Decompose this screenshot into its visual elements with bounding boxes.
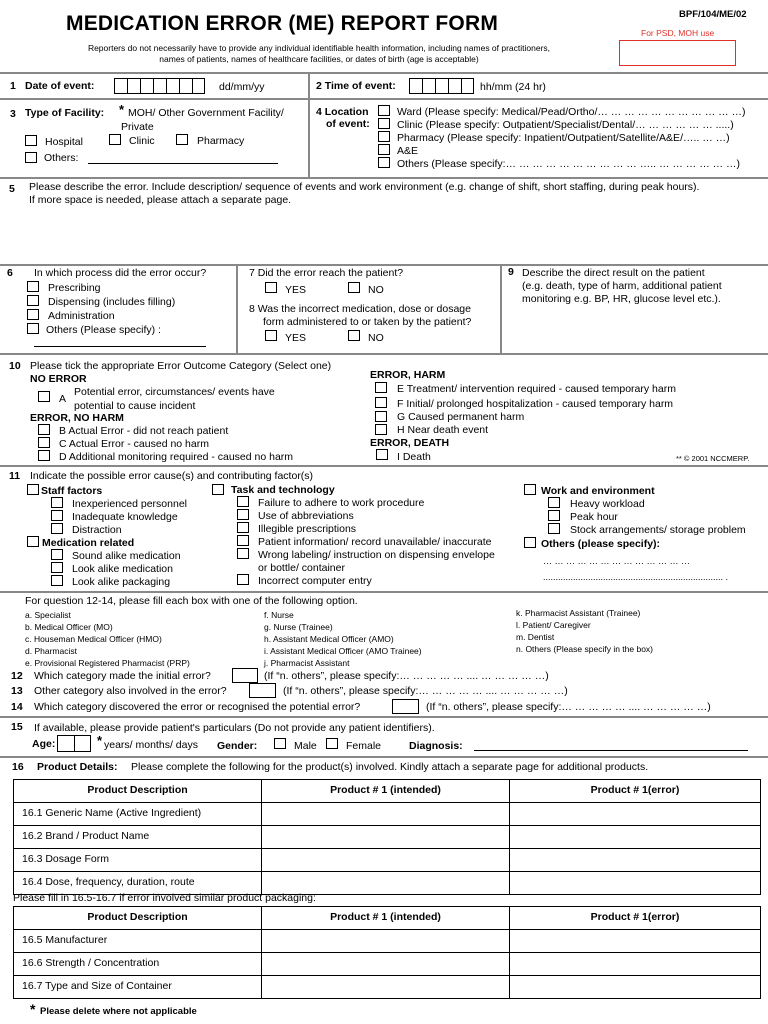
code-b: b. Medical Officer (MO) bbox=[25, 622, 113, 632]
codes-col2 bbox=[264, 609, 422, 669]
time-of-event-input[interactable] bbox=[409, 78, 474, 94]
q15-number: 15 bbox=[11, 721, 23, 733]
intended-cell[interactable] bbox=[262, 953, 510, 976]
outcome-b-label: B Actual Error - did not reach patient bbox=[59, 425, 229, 437]
q9-number: 9 bbox=[508, 266, 514, 278]
distraction-label: Distraction bbox=[72, 524, 122, 536]
stock-arrangements-checkbox[interactable] bbox=[548, 523, 560, 534]
process-administration-checkbox[interactable] bbox=[27, 309, 39, 320]
age-units: years/ months/ days bbox=[104, 739, 198, 751]
q9-line2: (e.g. death, type of harm, additional patient bbox=[522, 280, 722, 292]
location-pharmacy-label: Pharmacy (Please specify: Inpatient/Outpatient/Satellite/A&E/….. … …) bbox=[397, 132, 730, 144]
location-ward-label: Ward (Please specify: Medical/Pead/Ortho/… … … … … … … … … … …) bbox=[397, 106, 746, 118]
abbreviations-checkbox[interactable] bbox=[237, 509, 249, 520]
computer-entry-checkbox[interactable] bbox=[237, 574, 249, 585]
outcome-c-label: C Actual Error - caused no harm bbox=[59, 438, 209, 450]
code-m: m. Dentist bbox=[516, 632, 555, 642]
q12-number: 12 bbox=[11, 670, 23, 682]
q5-line1: Please describe the error. Include description/ sequence of events and work environment (e.g. change of shift, short staffing, during peak hours). bbox=[29, 181, 700, 193]
reach-yes-label: YES bbox=[285, 284, 307, 296]
date-format-hint: dd/mm/yy bbox=[219, 81, 265, 93]
packaging-note: Please fill in 16.5-16.7 if error involved similar product packaging: bbox=[13, 892, 316, 904]
q16-number: 16 bbox=[12, 761, 24, 773]
location-ward-checkbox[interactable] bbox=[378, 105, 390, 116]
cause-others-label: Others (please specify): bbox=[541, 538, 661, 550]
code-a: a. Specialist bbox=[25, 610, 71, 620]
codes-col1 bbox=[25, 609, 190, 669]
disclaimer-1: Reporters do not necessarily have to provide any individual identifiable health information, including names of practitioners, bbox=[87, 43, 551, 53]
inadequate-knowledge-checkbox[interactable] bbox=[51, 510, 63, 521]
psd-note: For PSD, MOH use bbox=[641, 28, 715, 38]
error-cell[interactable] bbox=[510, 930, 761, 953]
product-intended-header: Product # 1 (intended) bbox=[262, 907, 510, 930]
table-row bbox=[14, 803, 761, 826]
facility-others-label: Others: bbox=[44, 152, 79, 164]
outcome-i-label: I Death bbox=[397, 451, 431, 463]
administered-no-label: NO bbox=[368, 332, 384, 344]
code-g: g. Nurse (Trainee) bbox=[264, 622, 333, 632]
illegible-checkbox[interactable] bbox=[237, 522, 249, 533]
outcome-g-checkbox[interactable] bbox=[375, 411, 387, 422]
q6-number: 6 bbox=[7, 267, 13, 279]
intended-cell[interactable] bbox=[262, 803, 510, 826]
work-procedure-label: Failure to adhere to work procedure bbox=[258, 497, 425, 509]
error-cell[interactable] bbox=[510, 953, 761, 976]
product-desc-header: Product Description bbox=[14, 907, 262, 930]
error-cell[interactable] bbox=[510, 872, 761, 895]
reach-no-checkbox[interactable] bbox=[348, 282, 360, 293]
location-others-checkbox[interactable] bbox=[378, 157, 390, 168]
administered-yes-label: YES bbox=[285, 332, 307, 344]
q9-line1: Describe the direct result on the patient bbox=[522, 267, 705, 279]
gender-male-label: Male bbox=[294, 740, 317, 752]
product-details-table bbox=[13, 779, 761, 895]
location-clinic-checkbox[interactable] bbox=[378, 118, 390, 129]
diagnosis-field[interactable] bbox=[474, 750, 748, 751]
look-alike-packaging-label: Look alike packaging bbox=[72, 576, 171, 588]
q13-label: Other category also involved in the error? bbox=[34, 685, 227, 697]
q13-category-box[interactable] bbox=[249, 683, 276, 698]
q4-label: 4 Location bbox=[316, 106, 369, 118]
table-row bbox=[14, 849, 761, 872]
intended-cell[interactable] bbox=[262, 930, 510, 953]
look-alike-medication-label: Look alike medication bbox=[72, 563, 173, 575]
reach-no-label: NO bbox=[368, 284, 384, 296]
process-dispensing-label: Dispensing (includes filling) bbox=[48, 296, 176, 308]
q12-specify: (If “n. others”, please specify:… … … … … .... … … … … …) bbox=[264, 670, 549, 682]
location-ae-label: A&E bbox=[397, 145, 419, 157]
outcome-a-line2: potential to cause incident bbox=[74, 400, 196, 412]
sound-alike-label: Sound alike medication bbox=[72, 550, 181, 562]
direct-result-field[interactable] bbox=[510, 307, 760, 351]
intended-cell[interactable] bbox=[262, 849, 510, 872]
patient-info-label: Patient information/ record unavailable/ inaccurate bbox=[258, 536, 492, 548]
clinic-label: Clinic bbox=[129, 135, 155, 147]
hospital-label: Hospital bbox=[45, 136, 83, 148]
product-intended-header: Product # 1 (intended) bbox=[262, 780, 510, 803]
distraction-checkbox[interactable] bbox=[51, 523, 63, 534]
q5-line2: If more space is needed, please attach a separate page. bbox=[29, 194, 292, 206]
disclaimer-2: names of patients, names of healthcare facilities, or dates of birth (age is acceptable) bbox=[159, 54, 479, 64]
age-input[interactable] bbox=[57, 735, 91, 752]
q3-number: 3 bbox=[10, 108, 16, 120]
peak-hour-label: Peak hour bbox=[570, 511, 618, 523]
q11-label: Indicate the possible error cause(s) and contributing factor(s) bbox=[30, 470, 314, 482]
cause-others-line2[interactable]: ........................................................................ . bbox=[543, 572, 729, 582]
computer-entry-label: Incorrect computer entry bbox=[258, 575, 372, 587]
outcome-g-label: G Caused permanent harm bbox=[397, 411, 525, 423]
psd-use-box[interactable] bbox=[619, 40, 736, 66]
cause-others-checkbox[interactable] bbox=[524, 537, 536, 548]
q9-line3: monitoring e.g. BP, HR, glucose level etc.). bbox=[522, 293, 721, 305]
gender-label: Gender: bbox=[217, 740, 258, 752]
q8-line1: 8 Was the incorrect medication, dose or dosage bbox=[249, 303, 471, 315]
form-title: MEDICATION ERROR (ME) REPORT FORM bbox=[66, 12, 499, 35]
outcome-c-checkbox[interactable] bbox=[38, 437, 50, 448]
process-dispensing-checkbox[interactable] bbox=[27, 295, 39, 306]
diagnosis-label: Diagnosis: bbox=[409, 740, 463, 752]
row-label: 16.7 Type and Size of Container bbox=[14, 976, 262, 999]
process-prescribing-checkbox[interactable] bbox=[27, 281, 39, 292]
outcome-b-checkbox[interactable] bbox=[38, 424, 50, 435]
location-pharmacy-checkbox[interactable] bbox=[378, 131, 390, 142]
code-i: i. Assistant Medical Officer (AMO Trainee) bbox=[264, 646, 422, 656]
table-row bbox=[14, 826, 761, 849]
facility-moh-line1: MOH/ Other Government Facility/ bbox=[128, 107, 284, 119]
process-prescribing-label: Prescribing bbox=[48, 282, 101, 294]
process-others-checkbox[interactable] bbox=[27, 323, 39, 334]
time-format-hint: hh/mm (24 hr) bbox=[480, 81, 546, 93]
row-label: 16.4 Dose, frequency, duration, route bbox=[14, 872, 262, 895]
code-l: l. Patient/ Caregiver bbox=[516, 620, 591, 630]
error-cell[interactable] bbox=[510, 976, 761, 999]
gender-male-checkbox[interactable] bbox=[274, 738, 286, 749]
q7-label: 7 Did the error reach the patient? bbox=[249, 267, 404, 279]
error-death-heading: ERROR, DEATH bbox=[370, 437, 450, 449]
facility-others-checkbox[interactable] bbox=[25, 152, 37, 163]
medication-related-checkbox[interactable] bbox=[27, 536, 39, 547]
intended-cell[interactable] bbox=[262, 976, 510, 999]
hospital-checkbox[interactable] bbox=[25, 135, 37, 146]
peak-hour-checkbox[interactable] bbox=[548, 510, 560, 521]
row-label: 16.6 Strength / Concentration bbox=[14, 953, 262, 976]
code-d: d. Pharmacist bbox=[25, 646, 77, 656]
outcome-a-checkbox[interactable] bbox=[38, 391, 50, 402]
stock-arrangements-label: Stock arrangements/ storage problem bbox=[570, 524, 746, 536]
q15-star: * bbox=[97, 733, 103, 748]
wrong-labeling-label: Wrong labeling/ instruction on dispensing envelope bbox=[258, 549, 495, 561]
outcome-h-label: H Near death event bbox=[397, 424, 489, 436]
q15-label: If available, please provide patient's particulars (Do not provide any patient identifiers). bbox=[34, 722, 435, 734]
staff-factors-checkbox[interactable] bbox=[27, 484, 39, 495]
q12-label: Which category made the initial error? bbox=[34, 670, 211, 682]
administered-yes-checkbox[interactable] bbox=[265, 330, 277, 341]
wrong-labeling-checkbox[interactable] bbox=[237, 548, 249, 559]
facility-others-field[interactable] bbox=[88, 163, 278, 164]
administered-no-checkbox[interactable] bbox=[348, 330, 360, 341]
process-others-label: Others (Please specify) : bbox=[46, 324, 161, 336]
q1-number: 1 bbox=[10, 80, 16, 92]
q14-category-box[interactable] bbox=[392, 699, 419, 714]
q14-number: 14 bbox=[11, 701, 23, 713]
product-desc-header: Product Description bbox=[14, 780, 262, 803]
task-technology-checkbox[interactable] bbox=[212, 484, 224, 495]
abbreviations-label: Use of abbreviations bbox=[258, 510, 354, 522]
process-administration-label: Administration bbox=[48, 310, 115, 322]
patient-info-checkbox[interactable] bbox=[237, 535, 249, 546]
product-error-header: Product # 1(error) bbox=[510, 907, 761, 930]
gender-female-checkbox[interactable] bbox=[326, 738, 338, 749]
error-description-field[interactable] bbox=[20, 208, 760, 263]
inexperienced-checkbox[interactable] bbox=[51, 497, 63, 508]
q6-label: In which process did the error occur? bbox=[34, 267, 207, 279]
q10-number: 10 bbox=[9, 360, 21, 372]
table-row bbox=[14, 976, 761, 999]
outcome-d-label: D Additional monitoring required - caused no harm bbox=[59, 451, 294, 463]
code-n: n. Others (Please specify in the box) bbox=[516, 644, 654, 654]
product-error-header: Product # 1(error) bbox=[510, 780, 761, 803]
error-cell[interactable] bbox=[510, 849, 761, 872]
pharmacy-label: Pharmacy bbox=[197, 135, 245, 147]
code-e: e. Provisional Registered Pharmacist (PRP) bbox=[25, 658, 190, 668]
row-label: 16.5 Manufacturer bbox=[14, 930, 262, 953]
q14-label: Which category discovered the error or recognised the potential error? bbox=[34, 701, 361, 713]
staff-factors-label: Staff factors bbox=[41, 485, 103, 497]
outcome-e-label: E Treatment/ intervention required - caused temporary harm bbox=[397, 383, 676, 395]
outcome-a-letter: A bbox=[59, 393, 67, 405]
q13-specify: (If “n. others”, please specify:… … … … … .... … … … … …) bbox=[283, 685, 568, 697]
look-alike-medication-checkbox[interactable] bbox=[51, 562, 63, 573]
intended-cell[interactable] bbox=[262, 826, 510, 849]
wrong-labeling-label-2: or bottle/ container bbox=[258, 562, 345, 574]
code-k: k. Pharmacist Assistant (Trainee) bbox=[516, 608, 641, 618]
inadequate-knowledge-label: Inadequate knowledge bbox=[72, 511, 178, 523]
code-h: h. Assistant Medical Officer (AMO) bbox=[264, 634, 394, 644]
q2-label: 2 Time of event: bbox=[316, 80, 396, 92]
no-error-heading: NO ERROR bbox=[30, 373, 87, 385]
illegible-label: Illegible prescriptions bbox=[258, 523, 357, 535]
q1-label: Date of event: bbox=[25, 80, 95, 92]
q3-label: Type of Facility: bbox=[25, 107, 105, 119]
outcome-f-checkbox[interactable] bbox=[375, 397, 387, 408]
location-clinic-label: Clinic (Please specify: Outpatient/Specialist/Dental/… … … … … … .....) bbox=[397, 119, 734, 131]
code-f: f. Nurse bbox=[264, 610, 294, 620]
q5-number: 5 bbox=[9, 183, 15, 195]
q16-label: Please complete the following for the product(s) involved. Kindly attach a separate page for additional products. bbox=[131, 761, 649, 773]
location-ae-checkbox[interactable] bbox=[378, 144, 390, 155]
form-code: BPF/104/ME/02 bbox=[679, 9, 747, 20]
pharmacy-checkbox[interactable] bbox=[176, 134, 188, 145]
outcome-e-checkbox[interactable] bbox=[375, 382, 387, 393]
error-cell[interactable] bbox=[510, 803, 761, 826]
process-others-field[interactable] bbox=[34, 346, 206, 347]
location-others-label: Others (Please specify:… … … … … … … … … … ….. … … … … … …) bbox=[397, 158, 741, 170]
reach-yes-checkbox[interactable] bbox=[265, 282, 277, 293]
medication-related-label: Medication related bbox=[42, 537, 135, 549]
heavy-workload-label: Heavy workload bbox=[570, 498, 645, 510]
outcome-d-checkbox[interactable] bbox=[38, 450, 50, 461]
look-alike-packaging-checkbox[interactable] bbox=[51, 575, 63, 586]
date-of-event-input[interactable] bbox=[114, 78, 205, 94]
code-j: j. Pharmacist Assistant bbox=[264, 658, 350, 668]
row-label: 16.3 Dosage Form bbox=[14, 849, 262, 872]
codes-col3 bbox=[516, 607, 653, 655]
error-no-harm-heading: ERROR, NO HARM bbox=[30, 412, 124, 424]
outcome-i-checkbox[interactable] bbox=[376, 449, 388, 460]
packaging-details-table bbox=[13, 906, 761, 999]
table-row bbox=[14, 953, 761, 976]
row-label: 16.2 Brand / Product Name bbox=[14, 826, 262, 849]
inexperienced-label: Inexperienced personnel bbox=[72, 498, 187, 510]
cause-others-line1[interactable]: … … … … … … … … … … … … … bbox=[543, 556, 691, 566]
age-label: Age: bbox=[32, 738, 56, 750]
q16-label-bold: Product Details: bbox=[37, 761, 118, 773]
heavy-workload-checkbox[interactable] bbox=[548, 497, 560, 508]
task-technology-label: Task and technology bbox=[231, 484, 335, 496]
error-harm-heading: ERROR, HARM bbox=[370, 369, 446, 381]
q3-star: * bbox=[119, 102, 125, 117]
q14-specify: (If “n. others”, please specify:… … … … … .... … … … … …) bbox=[426, 701, 711, 713]
q13-number: 13 bbox=[11, 685, 23, 697]
outcome-h-checkbox[interactable] bbox=[375, 424, 387, 435]
error-cell[interactable] bbox=[510, 826, 761, 849]
gender-female-label: Female bbox=[346, 740, 382, 752]
q10-label: Please tick the appropriate Error Outcome Category (Select one) bbox=[30, 360, 332, 372]
footer-note: Please delete where not applicable bbox=[40, 1006, 197, 1017]
codes-intro: For question 12-14, please fill each box with one of the following option. bbox=[25, 595, 358, 607]
outcome-f-label: F Initial/ prolonged hospitalization - caused temporary harm bbox=[397, 398, 674, 410]
q11-number: 11 bbox=[9, 470, 21, 482]
table-row bbox=[14, 930, 761, 953]
sound-alike-checkbox[interactable] bbox=[51, 549, 63, 560]
clinic-checkbox[interactable] bbox=[109, 134, 121, 145]
footer-star: * bbox=[30, 1001, 36, 1017]
work-environment-checkbox[interactable] bbox=[524, 484, 536, 495]
work-environment-label: Work and environment bbox=[541, 485, 655, 497]
outcome-a-line1: Potential error, circumstances/ events have bbox=[74, 386, 275, 398]
q12-category-box[interactable] bbox=[232, 668, 258, 683]
row-label: 16.1 Generic Name (Active Ingredient) bbox=[14, 803, 262, 826]
q4-label-2: of event: bbox=[326, 118, 370, 130]
nccmerp-copyright: ** © 2001 NCCMERP. bbox=[676, 454, 750, 463]
facility-moh-line2: Private bbox=[121, 121, 154, 133]
code-c: c. Houseman Medical Officer (HMO) bbox=[25, 634, 162, 644]
work-procedure-checkbox[interactable] bbox=[237, 496, 249, 507]
q8-line2: form administered to or taken by the patient? bbox=[263, 316, 472, 328]
